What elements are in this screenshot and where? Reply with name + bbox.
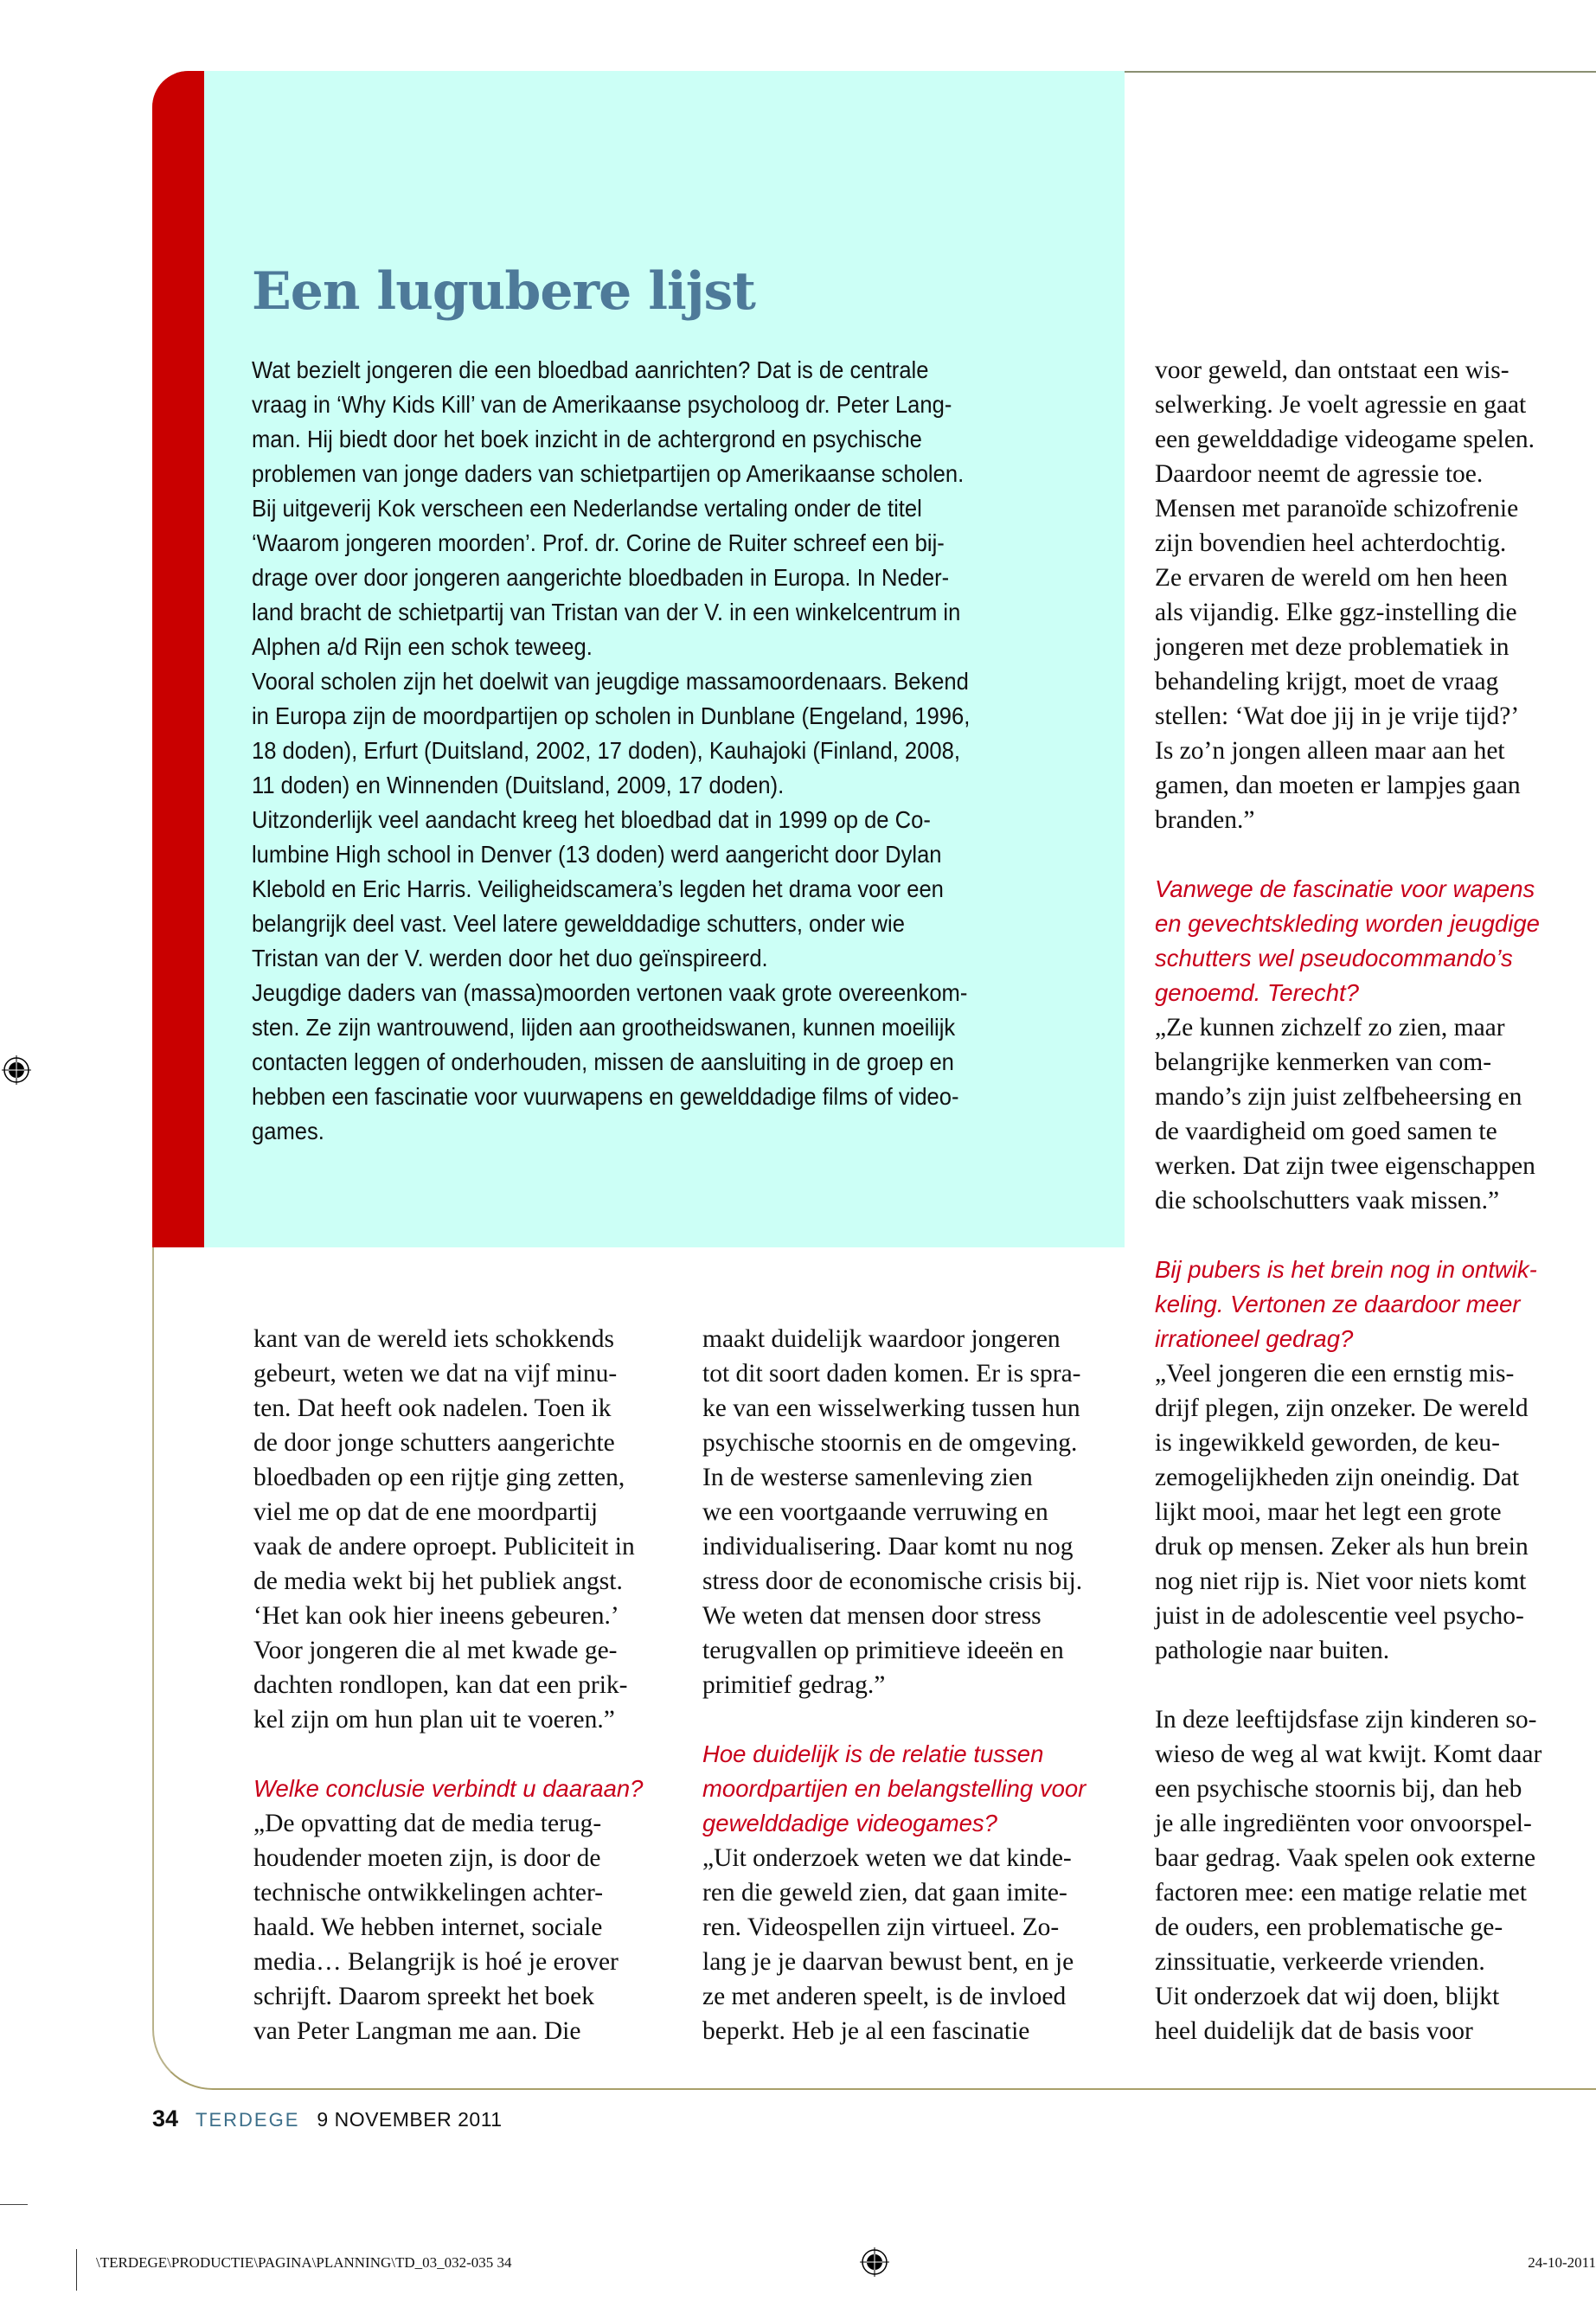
text-line: Welke conclusie verbindt u daaraan? bbox=[253, 1775, 644, 1802]
paragraph-gap bbox=[702, 1702, 1135, 1737]
accent-bar bbox=[152, 71, 204, 1247]
text-line: „Ze kunnen zichzelf zo zien, maar bbox=[1155, 1014, 1505, 1042]
article-column-middle bbox=[702, 1322, 1135, 2048]
registration-mark-icon bbox=[2, 1055, 31, 1085]
text-line: maakt duidelijk waardoor jongeren bbox=[702, 1325, 1061, 1353]
crop-mark bbox=[0, 2204, 28, 2205]
text-line: Klebold en Eric Harris. Veiligheidscamera’s legden het drama voor een bbox=[252, 875, 944, 902]
text-line: ke van een wisselwerking tussen hun bbox=[702, 1394, 1080, 1422]
text-line: lijkt mooi, maar het legt een grote bbox=[1155, 1498, 1502, 1526]
text-line: Bij pubers is het brein nog in ontwik- bbox=[1155, 1256, 1537, 1283]
text-line: Voor jongeren die al met kwade ge- bbox=[253, 1637, 618, 1664]
text-line: drijf plegen, zijn onzeker. De wereld bbox=[1155, 1394, 1529, 1422]
text-line: contacten leggen of onderhouden, missen de aansluiting in de groep en bbox=[252, 1048, 954, 1075]
paragraph-gap bbox=[1155, 837, 1596, 872]
body-paragraph bbox=[702, 1841, 1135, 2048]
text-line: psychische stoornis en de omgeving. bbox=[702, 1429, 1078, 1457]
text-line: behandeling krijgt, moet de vraag bbox=[1155, 668, 1499, 695]
text-line: tot dit soort daden komen. Er is spra- bbox=[702, 1360, 1081, 1388]
text-line: houdender moeten zijn, is door de bbox=[253, 1844, 601, 1872]
text-line: kel zijn om hun plan uit te voeren.” bbox=[253, 1706, 615, 1734]
text-line: keling. Vertonen ze daardoor meer bbox=[1155, 1291, 1521, 1317]
text-line: de ouders, een problematische ge- bbox=[1155, 1913, 1503, 1941]
text-line: individualisering. Daar komt nu nog bbox=[702, 1533, 1074, 1561]
text-line: belangrijke kenmerken van com- bbox=[1155, 1048, 1492, 1076]
text-line: gebeurt, weten we dat na vijf minu- bbox=[253, 1360, 618, 1388]
text-line: een gewelddadige videogame spelen. bbox=[1155, 426, 1535, 453]
text-line: „De opvatting dat de media terug- bbox=[253, 1810, 602, 1837]
body-paragraph bbox=[1155, 353, 1596, 837]
text-line: ten. Dat heeft ook nadelen. Toen ik bbox=[253, 1394, 612, 1422]
text-line: bloedbaden op een rijtje ging zetten, bbox=[253, 1464, 625, 1491]
body-paragraph bbox=[702, 1322, 1135, 1702]
text-line: hebben een fascinatie voor vuurwapens en gewelddadige films of video- bbox=[252, 1083, 959, 1110]
sidebar-body bbox=[252, 353, 1073, 1149]
text-line: zijn bovendien heel achterdochtig. bbox=[1155, 529, 1507, 557]
body-paragraph bbox=[1155, 1702, 1596, 2048]
text-line: de door jonge schutters aangerichte bbox=[253, 1429, 615, 1457]
text-line: mando’s zijn juist zelfbeheersing en bbox=[1155, 1083, 1522, 1111]
text-line: nog niet rijp is. Niet voor niets komt bbox=[1155, 1567, 1527, 1595]
text-line: technische ontwikkelingen achter- bbox=[253, 1879, 604, 1907]
text-line: pathologie naar buiten. bbox=[1155, 1637, 1390, 1664]
text-line: Is zo’n jongen alleen maar aan het bbox=[1155, 737, 1505, 765]
text-line: drage over door jongeren aangerichte bloedbaden in Europa. In Neder- bbox=[252, 564, 950, 591]
text-line: dachten rondlopen, kan dat een prik- bbox=[253, 1671, 628, 1699]
text-line: Wat bezielt jongeren die een bloedbad aanrichten? Dat is de centrale bbox=[252, 356, 929, 383]
text-line: belangrijk deel vast. Veel latere gewelddadige schutters, onder wie bbox=[252, 910, 905, 937]
issue-date: 9 NOVEMBER 2011 bbox=[317, 2108, 503, 2131]
text-line: irrationeel gedrag? bbox=[1155, 1325, 1354, 1352]
text-line: vraag in ‘Why Kids Kill’ van de Amerikaanse psycholoog dr. Peter Lang- bbox=[252, 391, 952, 418]
text-line: in Europa zijn de moordpartijen op scholen in Dunblane (Engeland, 1996, bbox=[252, 702, 971, 729]
interview-question bbox=[1155, 1253, 1596, 1356]
text-line: stellen: ‘Wat doe jij in je vrije tijd?’ bbox=[1155, 702, 1520, 730]
text-line: als vijandig. Elke ggz-instelling die bbox=[1155, 599, 1517, 626]
text-line: druk op mensen. Zeker als hun brein bbox=[1155, 1533, 1529, 1561]
text-line: land bracht de schietpartij van Tristan van der V. in een winkelcentrum in bbox=[252, 599, 961, 625]
sidebar-paragraph bbox=[252, 664, 1073, 803]
text-line: Hoe duidelijk is de relatie tussen bbox=[702, 1740, 1044, 1767]
text-line: branden.” bbox=[1155, 806, 1255, 834]
text-line: media… Belangrijk is hoé je erover bbox=[253, 1948, 619, 1976]
text-line: een psychische stoornis bij, dan heb bbox=[1155, 1775, 1522, 1803]
text-line: Vanwege de fascinatie voor wapens bbox=[1155, 875, 1535, 902]
sidebar-paragraph bbox=[252, 353, 1073, 664]
text-line: we een voortgaande verruwing en bbox=[702, 1498, 1048, 1526]
text-line: gewelddadige videogames? bbox=[702, 1810, 997, 1836]
text-line: factoren mee: een matige relatie met bbox=[1155, 1879, 1527, 1907]
text-line: problemen van jonge daders van schietpartijen op Amerikaanse scholen. bbox=[252, 460, 965, 487]
text-line: werken. Dat zijn twee eigenschappen bbox=[1155, 1152, 1535, 1180]
text-line: In de westerse samenleving zien bbox=[702, 1464, 1033, 1491]
text-line: Ze ervaren de wereld om hen heen bbox=[1155, 564, 1508, 592]
body-paragraph bbox=[253, 1806, 686, 2048]
interview-question bbox=[1155, 872, 1596, 1010]
text-line: Vooral scholen zijn het doelwit van jeugdige massamoordenaars. Bekend bbox=[252, 668, 969, 695]
text-line: je alle ingrediënten voor onvoorspel- bbox=[1155, 1810, 1532, 1837]
text-line: moordpartijen en belangstelling voor bbox=[702, 1775, 1086, 1802]
article-column-right bbox=[1155, 353, 1596, 2048]
page-footer bbox=[152, 2106, 503, 2132]
text-line: zemogelijkheden zijn oneindig. Dat bbox=[1155, 1464, 1520, 1491]
text-line: Daardoor neemt de agressie toe. bbox=[1155, 460, 1484, 488]
text-line: Uitzonderlijk veel aandacht kreeg het bloedbad dat in 1999 op de Co- bbox=[252, 806, 931, 833]
body-paragraph bbox=[253, 1322, 686, 1737]
text-line: van Peter Langman me aan. Die bbox=[253, 2017, 581, 2045]
text-line: schrijft. Daarom spreekt het boek bbox=[253, 1983, 595, 2010]
text-line: en gevechtskleding worden jeugdige bbox=[1155, 910, 1540, 937]
sidebar-paragraph bbox=[252, 803, 1073, 976]
text-line: wieso de weg al wat kwijt. Komt daar bbox=[1155, 1740, 1542, 1768]
text-line: games. bbox=[252, 1118, 324, 1144]
text-line: genoemd. Terecht? bbox=[1155, 979, 1359, 1006]
paragraph-gap bbox=[1155, 1668, 1596, 1702]
body-paragraph bbox=[1155, 1356, 1596, 1668]
sidebar-title: Een lugubere lijst bbox=[252, 261, 755, 322]
text-line: is ingewikkeld geworden, de keu- bbox=[1155, 1429, 1500, 1457]
text-line: die schoolschutters vaak missen.” bbox=[1155, 1187, 1500, 1215]
text-line: „Uit onderzoek weten we dat kinde- bbox=[702, 1844, 1072, 1872]
text-line: ze met anderen speelt, is de invloed bbox=[702, 1983, 1067, 2010]
text-line: In deze leeftijdsfase zijn kinderen so- bbox=[1155, 1706, 1537, 1734]
text-line: beperkt. Heb je al een fascinatie bbox=[702, 2017, 1030, 2045]
paragraph-gap bbox=[253, 1737, 686, 1772]
text-line: 11 doden) en Winnenden (Duitsland, 2009, 17 doden). bbox=[252, 772, 785, 798]
text-line: Uit onderzoek dat wij doen, blijkt bbox=[1155, 1983, 1500, 2010]
text-line: Bij uitgeverij Kok verscheen een Nederlandse vertaling onder de titel bbox=[252, 495, 922, 522]
interview-question bbox=[702, 1737, 1135, 1841]
text-line: Alphen a/d Rijn een schok teweeg. bbox=[252, 633, 593, 660]
article-column-left bbox=[253, 1322, 686, 2048]
text-line: „Veel jongeren die een ernstig mis- bbox=[1155, 1360, 1515, 1388]
text-line: Jeugdige daders van (massa)moorden vertonen vaak grote overeenkom- bbox=[252, 979, 968, 1006]
text-line: selwerking. Je voelt agressie en gaat bbox=[1155, 391, 1527, 419]
text-line: We weten dat mensen door stress bbox=[702, 1602, 1042, 1630]
text-line: viel me op dat de ene moordpartij bbox=[253, 1498, 599, 1526]
interview-question bbox=[253, 1772, 686, 1806]
magazine-name: TERDEGE bbox=[195, 2109, 300, 2131]
text-line: ‘Waarom jongeren moorden’. Prof. dr. Corine de Ruiter schreef een bij- bbox=[252, 529, 945, 556]
text-line: jongeren met deze problematiek in bbox=[1155, 633, 1509, 661]
text-line: stress door de economische crisis bij. bbox=[702, 1567, 1083, 1595]
registration-mark-icon bbox=[860, 2247, 889, 2277]
text-line: schutters wel pseudocommando’s bbox=[1155, 945, 1513, 971]
print-slug: \TERDEGE\PRODUCTIE\PAGINA\PLANNING\TD_03_032-035 34 bbox=[76, 2249, 512, 2291]
text-line: ren die geweld zien, dat gaan imite- bbox=[702, 1879, 1067, 1907]
text-line: heel duidelijk dat de basis voor bbox=[1155, 2017, 1473, 2045]
text-line: juist in de adolescentie veel psycho- bbox=[1155, 1602, 1524, 1630]
text-line: lang je je daarvan bewust bent, en je bbox=[702, 1948, 1074, 1976]
text-line: lumbine High school in Denver (13 doden) werd aangericht door Dylan bbox=[252, 841, 942, 868]
body-paragraph bbox=[1155, 1010, 1596, 1218]
text-line: baar gedrag. Vaak spelen ook externe bbox=[1155, 1844, 1536, 1872]
text-line: man. Hij biedt door het boek inzicht in de achtergrond en psychische bbox=[252, 426, 922, 452]
text-line: ‘Het kan ook hier ineens gebeuren.’ bbox=[253, 1602, 619, 1630]
sidebar-paragraph bbox=[252, 976, 1073, 1149]
text-line: vaak de andere oproept. Publiciteit in bbox=[253, 1533, 635, 1561]
text-line: Tristan van der V. werden door het duo geïnspireerd. bbox=[252, 945, 768, 971]
text-line: ren. Videospellen zijn virtueel. Zo- bbox=[702, 1913, 1060, 1941]
text-line: gamen, dan moeten er lampjes gaan bbox=[1155, 772, 1521, 799]
text-line: sten. Ze zijn wantrouwend, lijden aan grootheidswanen, kunnen moeilijk bbox=[252, 1014, 956, 1041]
text-line: de vaardigheid om goed samen te bbox=[1155, 1118, 1497, 1145]
text-line: haald. We hebben internet, sociale bbox=[253, 1913, 603, 1941]
text-line: de media wekt bij het publiek angst. bbox=[253, 1567, 623, 1595]
text-line: 18 doden), Erfurt (Duitsland, 2002, 17 doden), Kauhajoki (Finland, 2008, bbox=[252, 737, 960, 764]
text-line: zinssituatie, verkeerde vrienden. bbox=[1155, 1948, 1485, 1976]
text-line: Mensen met paranoïde schizofrenie bbox=[1155, 495, 1519, 522]
text-line: terugvallen op primitieve ideeën en bbox=[702, 1637, 1064, 1664]
print-slug-date: 24-10-2011 bbox=[1528, 2254, 1596, 2271]
text-line: primitief gedrag.” bbox=[702, 1671, 886, 1699]
text-line: voor geweld, dan ontstaat een wis- bbox=[1155, 356, 1509, 384]
paragraph-gap bbox=[1155, 1218, 1596, 1253]
page-number: 34 bbox=[152, 2106, 179, 2131]
text-line: kant van de wereld iets schokkends bbox=[253, 1325, 614, 1353]
